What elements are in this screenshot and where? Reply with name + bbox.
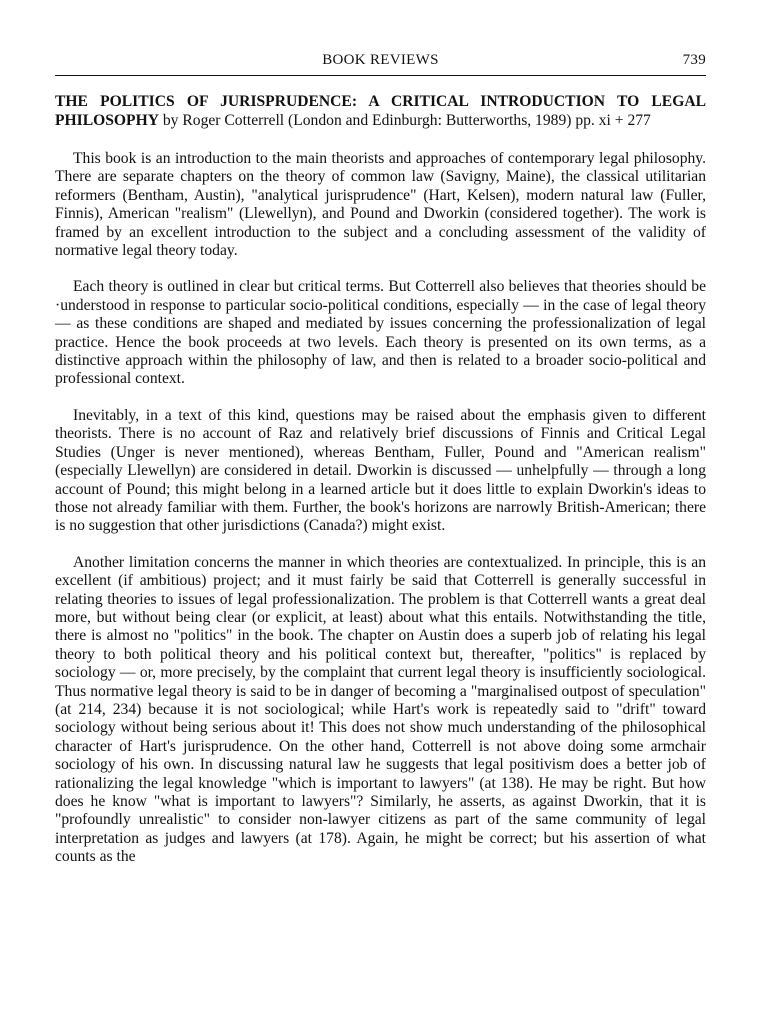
book-citation: by Roger Cotterrell (London and Edinburgh: Butterworths, 1989) pp. xi + 277	[158, 111, 651, 129]
header-rule	[55, 75, 706, 76]
paragraph: This book is an introduction to the main theorists and approaches of contemporary legal philosophy. There are separate chapters on the theory of common law (Savigny, Maine), the classical utilitarian reformers (Bentham, Austin), "analytical jurisprudence" (Hart, Kelsen), modern natural law (Fuller, Finnis), American "realism" (Llewellyn), and Pound and Dworkin (considered together). The work is framed by an excellent introduction to the subject and a concluding assessment of the validity of normative legal theory today.	[55, 150, 706, 260]
review-body	[55, 150, 706, 867]
running-head	[55, 52, 706, 72]
paragraph: Another limitation concerns the manner in which theories are contextualized. In principle, this is an excellent (if ambitious) project; and it must fairly be said that Cotterrell is generally successful in relating theories to issues of legal professionalization. The problem is that Cotterrell wants a great deal more, but without being clear (or explicit, at least) about what this entails. Notwithstanding the title, there is almost no "politics" in the book. The chapter on Austin does a superb job of relating his legal theory to both political theory and his political context but, thereafter, "politics" is replaced by sociology — or, more precisely, by the complaint that current legal theory is insufficiently sociological. Thus normative legal theory is said to be in danger of becoming a "marginalised outpost of speculation" (at 214, 234) because it is not sociological; while Hart's work is repeatedly said to "drift" toward sociology without being serious about it! This does not show much understanding of the philosophical character of Hart's jurisprudence. On the other hand, Cotterrell is not above doing some armchair sociology of his own. In discussing natural law he suggests that legal positivism does a better job of rationalizing the legal knowledge "which is important to lawyers" (at 138). He may be right. But how does he know "what is important to lawyers"? Similarly, he asserts, as against Dworkin, that it is "profoundly unrealistic" to consider non-lawyer citizens as part of the same community of legal interpretation as judges and lawyers (at 178). Again, he might be correct; but his assertion of what counts as the	[55, 553, 706, 866]
running-title: BOOK REVIEWS	[322, 52, 439, 68]
review-heading	[55, 93, 706, 130]
paragraph: Inevitably, in a text of this kind, questions may be raised about the emphasis given to different theorists. There is no account of Raz and relatively brief discussions of Finnis and Critical Legal Studies (Unger is never mentioned), whereas Bentham, Fuller, Pound and "American realism" (especially Llewellyn) are considered in detail. Dworkin is discussed — unhelpfully — through a long account of Pound; this might belong in a learned article but it does little to explain Dworkin's ideas to those not already familiar with them. Further, the book's horizons are narrowly British-American; there is no suggestion that other jurisdictions (Canada?) might exist.	[55, 406, 706, 535]
paragraph: Each theory is outlined in clear but critical terms. But Cotterrell also believes that theories should be ·understood in response to particular socio-political conditions, especially — in the case of legal theory — as these conditions are shaped and mediated by issues concerning the professionalization of legal practice. Hence the book proceeds at two levels. Each theory is presented on its own terms, as a distinctive approach within the philosophy of law, and then is related to a broader socio-political and professional context.	[55, 278, 706, 388]
page-number: 739	[682, 52, 706, 68]
book-title: THE POLITICS OF JURISPRUDENCE: A CRITICAL INTRODUCTION TO LEGAL PHILOSOPHY	[55, 93, 706, 129]
